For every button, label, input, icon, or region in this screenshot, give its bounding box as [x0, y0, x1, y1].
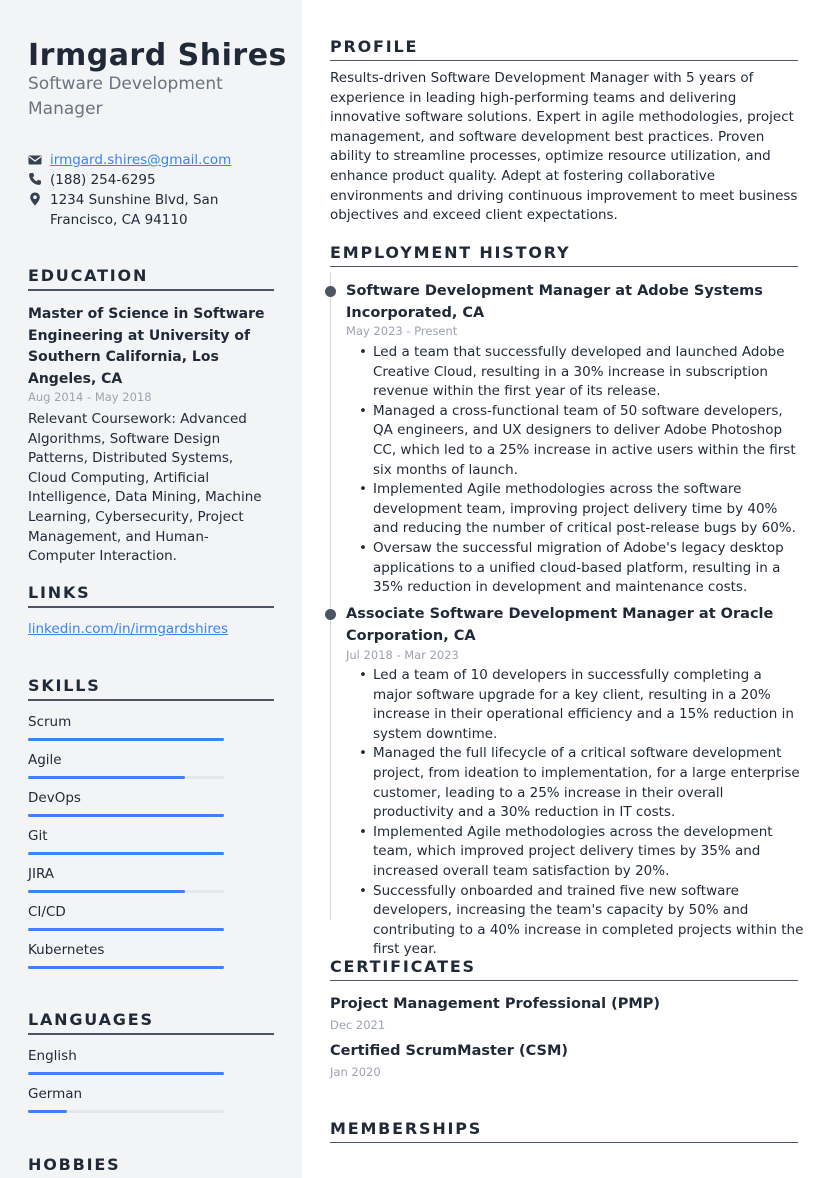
- languages-heading: LANGUAGES: [28, 1010, 274, 1035]
- skill-level-bar: [28, 776, 224, 779]
- language-label: German: [28, 1086, 83, 1102]
- phone-number: (188) 254-6295: [50, 172, 156, 188]
- job-bullets: [346, 666, 804, 960]
- job-title: Software Development Manager at Adobe Systems Incorporated, CA: [346, 283, 763, 321]
- certificate-date: Jan 2020: [330, 1065, 381, 1079]
- timeline-line: [330, 272, 331, 920]
- job-bullet: • Led a team of 10 developers in successfully completing a major software upgrade for a key client, resulting in a 20% increase in their operational efficiency and a 15% reduction in system downtime.: [359, 667, 794, 742]
- profile-text: Results-driven Software Development Manager with 5 years of experience in leading high-performing teams and delivering innovative software solutions. Expert in agile methodologies, project management, and software development best practices. Proven ability to streamline processes, optimize resource utilization, and enhance product quality. Adept at fostering collaborative environments and driving continuous improvement to meet business objectives and exceed client expectations.: [330, 70, 798, 224]
- envelope-icon: [28, 153, 42, 167]
- phone-icon: [28, 172, 42, 186]
- skill-level-bar: [28, 852, 224, 855]
- address-text: 1234 Sunshine Blvd, San Francisco, CA 94110: [50, 192, 219, 228]
- candidate-title: Software Development Manager: [28, 74, 223, 119]
- education-heading: EDUCATION: [28, 266, 274, 291]
- job-bullets: [346, 343, 804, 598]
- language-label: English: [28, 1048, 77, 1064]
- skill-label: Scrum: [28, 714, 72, 730]
- job-title: Associate Software Development Manager at Oracle Corporation, CA: [346, 606, 774, 644]
- skill-level-bar: [28, 890, 224, 893]
- education-degree: Master of Science in Software Engineering at University of Southern California, Los Angeles, CA: [28, 306, 265, 387]
- job-bullet: • Implemented Agile methodologies across the software development team, improving project delivery time by 40% and reducing the number of critical post-release bugs by 60%.: [359, 481, 796, 537]
- skill-level-fill: [28, 890, 185, 893]
- linkedin-link[interactable]: linkedin.com/in/irmgardshires: [28, 621, 228, 637]
- skill-label: DevOps: [28, 790, 81, 806]
- map-pin-icon: [28, 192, 42, 206]
- hobbies-heading: HOBBIES: [28, 1155, 274, 1178]
- links-heading: LINKS: [28, 583, 274, 608]
- skill-label: Kubernetes: [28, 942, 105, 958]
- job-bullet: • Successfully onboarded and trained five new software developers, increasing the team's capacity by 50% and contributing to a 40% increase in completed projects within the first year.: [359, 882, 804, 958]
- profile-heading: PROFILE: [330, 37, 798, 61]
- skill-level-fill: [28, 928, 224, 931]
- job-dates: May 2023 - Present: [346, 324, 458, 338]
- skill-label: JIRA: [28, 866, 55, 882]
- language-level-fill: [28, 1110, 67, 1113]
- skill-label: Agile: [28, 752, 62, 768]
- skill-level-bar: [28, 814, 224, 817]
- skill-label: Git: [28, 828, 48, 844]
- skill-level-bar: [28, 738, 224, 741]
- employment-heading: EMPLOYMENT HISTORY: [330, 243, 798, 267]
- skills-heading: SKILLS: [28, 676, 274, 701]
- language-level-bar: [28, 1110, 224, 1113]
- skill-label: CI/CD: [28, 904, 66, 920]
- sidebar: [0, 0, 302, 1178]
- job-bullet: • Implemented Agile methodologies across the development team, which improved project delivery times by 35% and increased overall team satisfaction by 20%.: [359, 823, 773, 879]
- email-link[interactable]: irmgard.shires@gmail.com: [50, 152, 232, 168]
- language-level-bar: [28, 1072, 224, 1075]
- skill-level-fill: [28, 738, 224, 741]
- main-content: [302, 0, 833, 1178]
- job-bullet: • Led a team that successfully developed and launched Adobe Creative Cloud, resulting in a 30% increase in subscription revenue within the first year of its release.: [359, 344, 785, 400]
- education-description: Relevant Coursework: Advanced Algorithms, Software Design Patterns, Distributed Systems, Cloud Computing, Artificial Intelligence, Data Mining, Machine Learning, Cybersecurity, Project Management, and Human-Computer Interaction.: [28, 411, 262, 565]
- job-bullet: • Oversaw the successful migration of Adobe's legacy desktop applications to a unified cloud-based platform, resulting in a 35% reduction in development and maintenance costs.: [359, 539, 784, 596]
- memberships-heading: MEMBERSHIPS: [330, 1119, 798, 1143]
- certificate-name: Project Management Professional (PMP): [330, 996, 661, 1012]
- language-level-fill: [28, 1072, 224, 1075]
- skill-level-fill: [28, 852, 224, 855]
- skill-level-fill: [28, 776, 185, 779]
- education-dates: Aug 2014 - May 2018: [28, 390, 152, 404]
- job-dates: Jul 2018 - Mar 2023: [346, 648, 459, 662]
- candidate-name: Irmgard Shires: [28, 38, 287, 73]
- skill-level-fill: [28, 966, 224, 969]
- skill-level-bar: [28, 966, 224, 969]
- timeline-dot: [325, 609, 336, 620]
- timeline-dot: [325, 286, 336, 297]
- certificate-date: Dec 2021: [330, 1018, 386, 1032]
- job-bullet: • Managed the full lifecycle of a critical software development project, from ideation to implementation, for a large enterprise customer, leading to a 25% increase in their overall productivity and a 30% reduction in IT costs.: [359, 745, 800, 821]
- job-bullet: • Managed a cross-functional team of 50 software developers, QA engineers, and UX designers to deliver Adobe Photoshop CC, which led to a 25% increase in active users within the first six months of launch.: [359, 402, 796, 478]
- certificate-name: Certified ScrumMaster (CSM): [330, 1043, 569, 1059]
- certificates-heading: CERTIFICATES: [330, 957, 798, 981]
- skill-level-bar: [28, 928, 224, 931]
- skill-level-fill: [28, 814, 224, 817]
